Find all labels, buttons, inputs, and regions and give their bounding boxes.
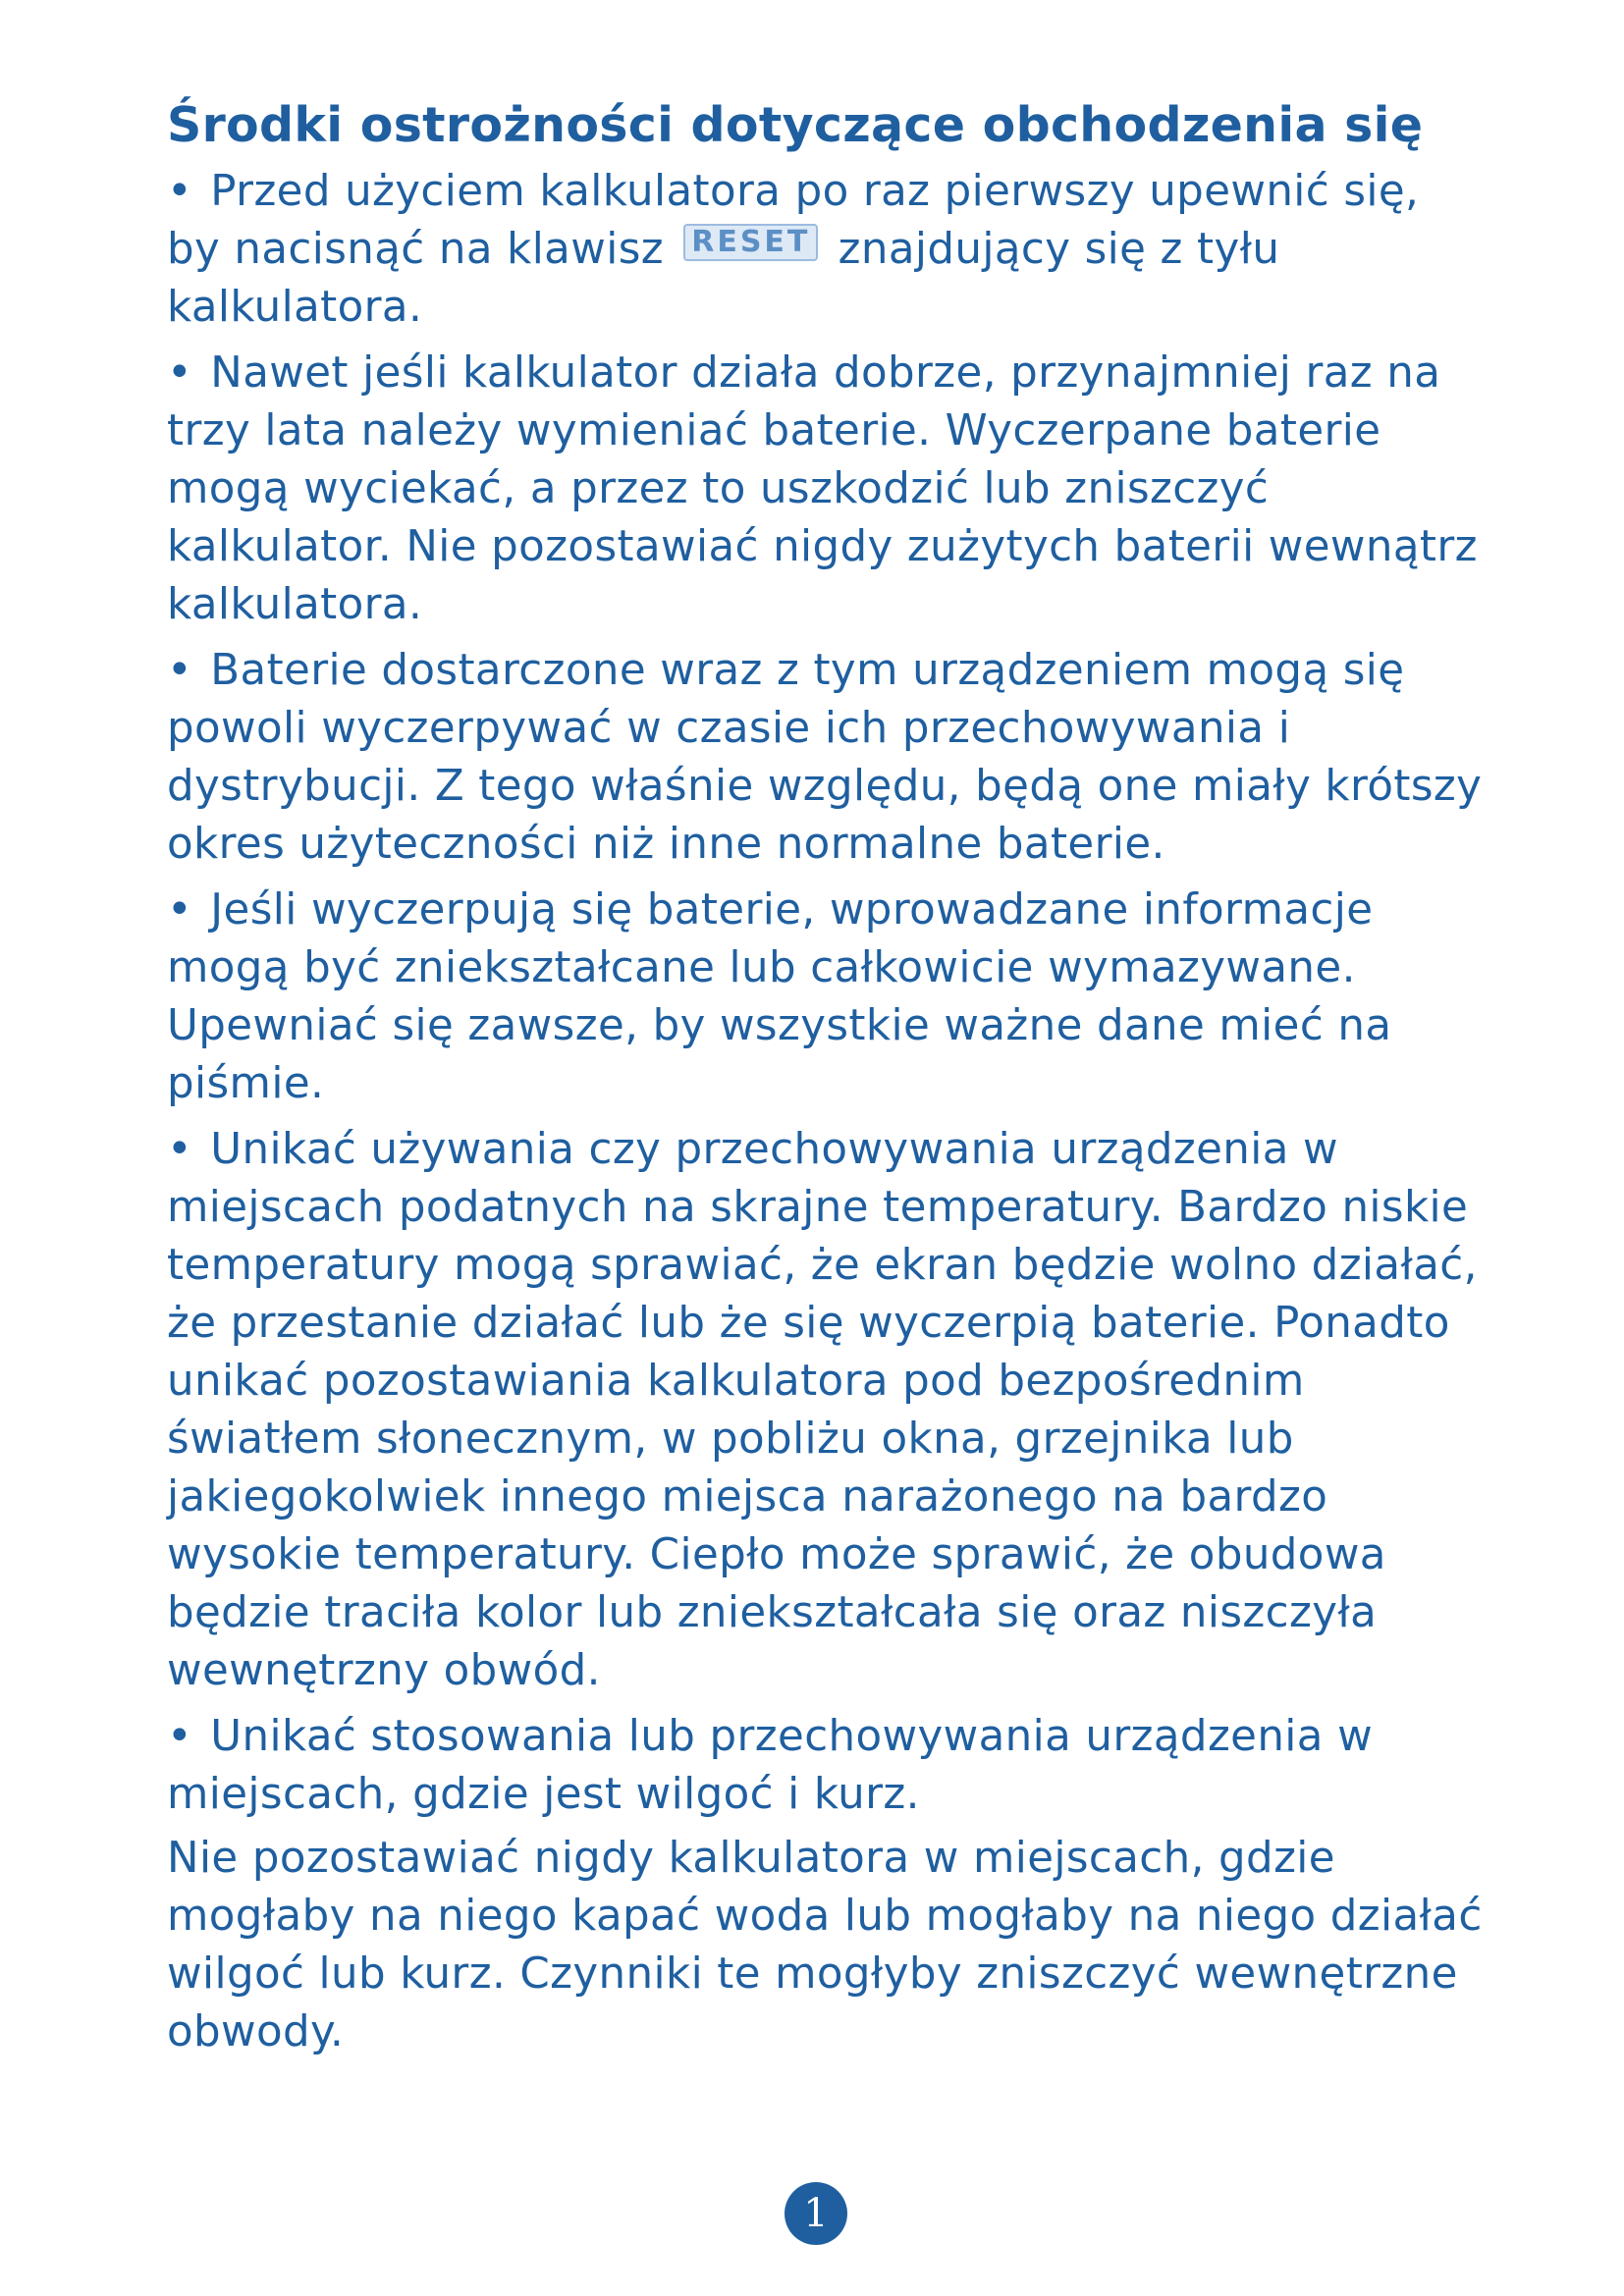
paragraph-reset <box>167 163 1483 337</box>
reset-key-icon: RESET <box>683 224 818 261</box>
bullet-icon: • <box>167 646 193 695</box>
paragraph-text: znajdujący się z tyłu kalkulatora. <box>167 225 1280 332</box>
document-page <box>167 90 1483 2069</box>
paragraph-humidity <box>167 1708 1483 1824</box>
page-number-badge: 1 <box>785 2182 847 2245</box>
paragraph-text: Baterie dostarczone wraz z tym urządzeniem mogą się powoli wyczerpywać w czasie ich przechowywania i dystrybucji. Z tego właśnie względu, będą one miały krótszy okres użyteczności niż inne normalne baterie. <box>167 646 1483 869</box>
paragraph-text: Przed użyciem kalkulatora po raz pierwszy upewnić się, by nacisnąć na klawisz <box>167 167 1420 274</box>
paragraph-text: Unikać stosowania lub przechowywania urządzenia w miejscach, gdzie jest wilgoć i kurz. <box>167 1712 1374 1819</box>
paragraph-temperature <box>167 1121 1483 1700</box>
paragraph-text: Nawet jeśli kalkulator działa dobrze, przynajmniej raz na trzy lata należy wymieniać baterie. Wyczerpane baterie mogą wyciekać, a przez to uszkodzić lub zniszczyć kalkulator. Nie pozostawiać nigdy zużytych baterii wewnątrz kalkulatora. <box>167 348 1478 629</box>
page-title: Środki ostrożności dotyczące obchodzenia się <box>167 97 1424 153</box>
paragraph-water <box>167 1830 1483 2061</box>
bullet-icon: • <box>167 885 193 934</box>
bullet-icon: • <box>167 1125 193 1174</box>
paragraph-data-loss <box>167 881 1483 1113</box>
paragraph-battery-supplied <box>167 642 1483 874</box>
bullet-icon: • <box>167 1712 193 1761</box>
paragraph-text: Unikać używania czy przechowywania urządzenia w miejscach podatnych na skrajne temperatury. Bardzo niskie temperatury mogą sprawiać, że ekran będzie wolno działać, że przestanie działać lub że się wyczerpią baterie. Ponadto unikać pozostawiania kalkulatora pod bezpośrednim światłem słonecznym, w pobliżu okna, grzejnika lub jakiegokolwiek innego miejsca narażonego na bardzo wysokie temperatury. Ciepło może sprawić, że obudowa będzie traciła kolor lub zniekształcała się oraz niszczyła wewnętrzny obwód. <box>167 1125 1478 1695</box>
paragraph-text: Jeśli wyczerpują się baterie, wprowadzane informacje mogą być zniekształcane lub całkowicie wymazywane. Upewniać się zawsze, by wszystkie ważne dane mieć na piśmie. <box>167 885 1392 1108</box>
bullet-icon: • <box>167 348 193 398</box>
paragraph-battery-replacement <box>167 345 1483 634</box>
bullet-icon: • <box>167 167 193 216</box>
paragraph-text: Nie pozostawiać nigdy kalkulatora w miejscach, gdzie mogłaby na niego kapać woda lub mogłaby na niego działać wilgoć lub kurz. Czynniki te mogłyby zniszczyć wewnętrzne obwody. <box>167 1834 1483 2056</box>
